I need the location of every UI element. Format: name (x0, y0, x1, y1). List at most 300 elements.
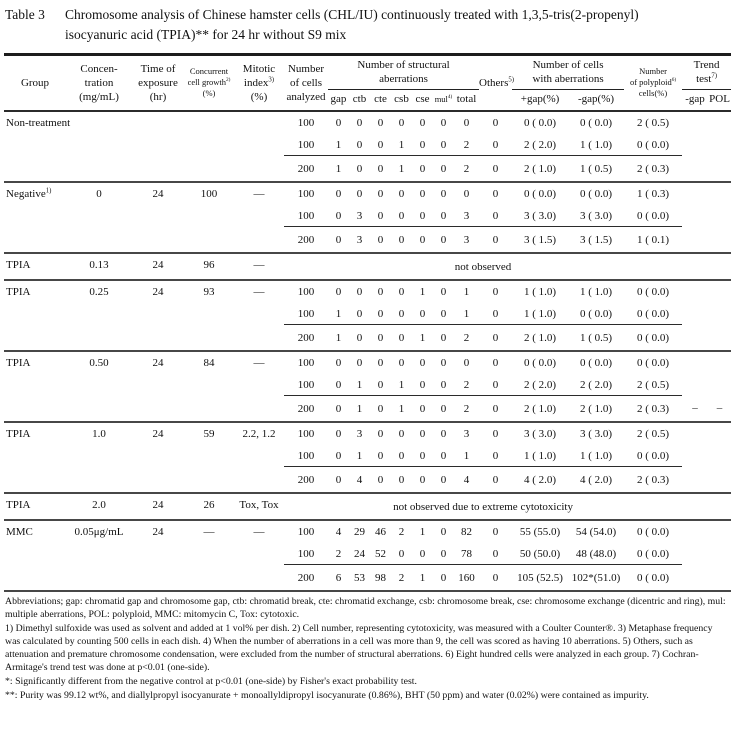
cell-trend-pol (708, 520, 731, 542)
cell-gap: 0 (335, 449, 342, 462)
cell-ctb: 24 (354, 547, 365, 560)
cell-group: Negative$^{1)}$ (6, 187, 52, 201)
cell-trend-pol: – (716, 402, 723, 415)
cell-cells-analyzed: 200 (284, 155, 328, 182)
cell-others: 0 (492, 378, 499, 391)
cell-cte: 0 (370, 226, 391, 253)
cell-minus-gap: 0 ( 0.0) (580, 117, 613, 130)
cell-cell-growth: 100 (200, 188, 218, 201)
cell-ctb: 1 (356, 378, 363, 391)
table-group (4, 182, 731, 253)
cell-cte: 0 (370, 325, 391, 352)
cell-others: 0 (479, 155, 512, 182)
cell-polyploid: 2 ( 0.3) (624, 155, 682, 182)
cell-csb: 0 (398, 547, 405, 560)
cell-mul: 0 (440, 378, 447, 391)
cell-mul: 0 (440, 449, 447, 462)
cell-ctb: 0 (356, 307, 363, 320)
table-row (4, 351, 731, 373)
cell-ctb: 0 (356, 138, 363, 151)
cell-csb: 0 (398, 117, 405, 130)
cell-plus-gap: 4 ( 2.0) (512, 466, 568, 493)
cell-gap: 1 (328, 325, 349, 352)
cell-concentration: 2.0 (92, 499, 106, 512)
cell-cell-growth: 84 (203, 357, 215, 370)
cell-mul: 0 (440, 188, 447, 201)
cell-concentration: 0 (96, 188, 102, 201)
cell-csb: 0 (398, 307, 405, 320)
cell-trend-pol (708, 253, 731, 280)
table-group (4, 351, 731, 422)
cell-minus-gap: 3 ( 1.5) (568, 226, 624, 253)
cell-group: TPIA (6, 357, 31, 370)
cell-cte: 0 (370, 395, 391, 422)
cell-trend-pol (708, 351, 731, 373)
cell-gap: 0 (335, 428, 342, 441)
cell-polyploid: 0 ( 0.0) (637, 138, 670, 151)
cell-total: 3 (463, 428, 470, 441)
table-row (4, 253, 731, 280)
cell-cse: 0 (419, 209, 426, 222)
header-concurrent-cell-growth: Concurrent cell growth$^{2)}$ (%) (187, 66, 231, 99)
cell-minus-gap: 1 ( 0.5) (568, 325, 624, 352)
cell-cte: 0 (377, 138, 384, 151)
cell-plus-gap: 2 ( 1.0) (512, 395, 568, 422)
cell-polyploid: 2 ( 0.3) (624, 466, 682, 493)
cell-trend-gap (682, 205, 708, 227)
cell-plus-gap: 1 ( 1.0) (524, 449, 557, 462)
table-group (4, 493, 731, 520)
cell-mitotic-index: — (253, 259, 265, 272)
cell-minus-gap: 2 ( 2.0) (580, 378, 613, 391)
header-group: Group (20, 76, 50, 89)
cell-others: 0 (492, 209, 499, 222)
cell-polyploid: 0 ( 0.0) (637, 449, 670, 462)
cell-trend-pol (708, 280, 731, 302)
table-group (4, 111, 731, 182)
cell-group: MMC (6, 526, 33, 539)
cell-trend-gap (682, 226, 708, 253)
cell-polyploid: 2 ( 0.5) (637, 428, 670, 441)
table-caption: Chromosome analysis of Chinese hamster cells (CHL/IU) continuously treated with 1,3,5-tris(2-propenyl) isocyanuric acid (TPIA)** for 24 hr without S9 mix (65, 7, 639, 43)
chromosome-analysis-table (4, 53, 731, 593)
cell-cse: 0 (412, 155, 433, 182)
cell-polyploid: 0 ( 0.0) (637, 357, 670, 370)
cell-others: 0 (492, 307, 499, 320)
cell-others: 0 (479, 466, 512, 493)
cell-cell-growth: 93 (203, 286, 215, 299)
cell-group: TPIA (6, 428, 31, 441)
cell-mitotic-index: — (253, 286, 265, 299)
cell-cse: 0 (419, 138, 426, 151)
cell-ctb: 29 (354, 526, 365, 539)
cell-gap: 1 (328, 155, 349, 182)
header-mitotic-index: Mitotic index$^{3)}$ (%) (242, 62, 276, 104)
cell-concentration: 0.50 (89, 357, 109, 370)
cell-cse: 0 (412, 395, 433, 422)
cell-concentration: 0.05μg/mL (74, 526, 124, 539)
cell-polyploid: 0 ( 0.0) (624, 325, 682, 352)
cell-cells-analyzed: 100 (297, 526, 315, 539)
cell-ctb: 0 (356, 286, 363, 299)
cell-mul: 0 (440, 526, 447, 539)
cell-cells-analyzed: 200 (284, 565, 328, 592)
cell-cte: 98 (370, 565, 391, 592)
cell-polyploid: 2 ( 0.3) (624, 395, 682, 422)
cell-mul: 0 (440, 138, 447, 151)
cell-trend-pol (708, 565, 731, 592)
cell-cse: 0 (419, 307, 426, 320)
cell-cell-growth: 96 (203, 259, 215, 272)
cell-total: 1 (463, 307, 470, 320)
table-row (4, 111, 731, 133)
cell-others: 0 (492, 138, 499, 151)
cell-trend-pol (708, 493, 731, 520)
cell-trend-gap (682, 280, 708, 302)
cell-others: 0 (492, 449, 499, 462)
cell-polyploid: 2 ( 0.5) (637, 378, 670, 391)
cell-plus-gap: 55 (55.0) (519, 526, 561, 539)
cell-plus-gap: 1 ( 1.0) (524, 286, 557, 299)
header-total: total (456, 93, 477, 106)
cell-others: 0 (492, 357, 499, 370)
header-minus-gap: -gap(%) (578, 93, 615, 106)
cell-time-of-exposure: 24 (152, 188, 164, 201)
cell-minus-gap: 3 ( 3.0) (580, 209, 613, 222)
cell-others: 0 (492, 286, 499, 299)
cell-csb: 1 (391, 395, 412, 422)
table-row (4, 280, 731, 302)
cell-total: 3 (463, 209, 470, 222)
cell-gap: 0 (335, 117, 342, 130)
cell-minus-gap: 4 ( 2.0) (568, 466, 624, 493)
cell-cse: 0 (419, 378, 426, 391)
cell-gap: 0 (335, 286, 342, 299)
cell-cse: 1 (412, 325, 433, 352)
cell-polyploid: 0 ( 0.0) (624, 565, 682, 592)
cell-gap: 1 (335, 138, 342, 151)
header-row-top (4, 54, 731, 90)
cell-plus-gap: 50 (50.0) (519, 547, 561, 560)
cell-minus-gap: 1 ( 1.0) (580, 286, 613, 299)
header-gap: gap (330, 93, 347, 106)
table-number-label: Table 3 (5, 7, 45, 22)
header-trend-gap: -gap (685, 93, 705, 106)
cell-gap: 6 (328, 565, 349, 592)
cell-cse: 0 (412, 466, 433, 493)
header-polyploid: Number of polyploid$^{6)}$ cells(%) (629, 66, 677, 99)
cell-gap: 0 (328, 226, 349, 253)
cell-cells-analyzed: 200 (284, 226, 328, 253)
cell-others: 0 (492, 428, 499, 441)
cell-gap: 0 (335, 209, 342, 222)
cell-trend-gap (682, 134, 708, 156)
cell-cse: 0 (412, 226, 433, 253)
cell-mitotic-index: — (253, 526, 265, 539)
cell-ctb: 3 (356, 428, 363, 441)
cell-cells-analyzed: 100 (297, 449, 315, 462)
cell-cte: 0 (377, 378, 384, 391)
cell-cells-analyzed: 200 (284, 395, 328, 422)
footnote: 1) Dimethyl sulfoxide was used as solvent and added at 1 vol% per dish. 2) Cell number, representing cytotoxicity, was measured with a Coulter Counter®. 3) Metaphase frequency was calculated by counting 500 cells in each dish. 4) When the number of aberrations in a cell was more than 9, the cell was scored as having 10 aberrations. 5) Others, such as attenuation and premature chromosome condensation, were excluded from the number of structural aberrations. 6) Eight hundred cells were analyzed in each group. 7) Cochran-Armitage's trend test was done at p<0.01 (one-side). (5, 623, 713, 673)
header-cse: cse (415, 93, 430, 106)
cell-ctb: 1 (356, 449, 363, 462)
cell-trend-gap (682, 422, 708, 444)
footnote: *: Significantly different from the negative control at p<0.01 (one-side) by Fisher's exact probability test. (5, 675, 417, 687)
cell-cell-growth: — (203, 526, 215, 539)
header-trend-test: Trend test$^{7)}$ (682, 54, 731, 90)
cell-cse: 0 (419, 357, 426, 370)
cell-mitotic-index (234, 111, 284, 182)
cell-total: 0 (463, 188, 470, 201)
table-title (4, 3, 730, 46)
cell-minus-gap: 0 ( 0.0) (580, 357, 613, 370)
cell-concentration: 1.0 (92, 428, 106, 441)
cell-cells-analyzed: 100 (297, 307, 315, 320)
cell-csb: 0 (398, 357, 405, 370)
cell-plus-gap: 0 ( 0.0) (524, 117, 557, 130)
cell-trend-pol (708, 155, 731, 182)
cell-trend-pol (708, 226, 731, 253)
cell-concentration (66, 111, 132, 182)
cell-polyploid: 0 ( 0.0) (637, 307, 670, 320)
cell-ctb: 3 (356, 209, 363, 222)
table-group (4, 422, 731, 493)
cell-plus-gap: 2 ( 2.0) (524, 378, 557, 391)
cell-trend-pol (708, 205, 731, 227)
cell-polyploid: 1 ( 0.3) (637, 188, 670, 201)
cell-cte: 0 (377, 209, 384, 222)
cell-gap: 4 (335, 526, 342, 539)
cell-mul: 0 (440, 286, 447, 299)
cell-gap: 0 (328, 395, 349, 422)
cell-trend-pol (708, 303, 731, 325)
cell-polyploid: 0 ( 0.0) (637, 286, 670, 299)
cell-cte: 0 (377, 449, 384, 462)
cell-total: 82 (461, 526, 473, 539)
cell-plus-gap: 3 ( 1.5) (512, 226, 568, 253)
cell-minus-gap: 102*(51.0) (568, 565, 624, 592)
cell-csb: 0 (398, 286, 405, 299)
cell-cse: 1 (412, 565, 433, 592)
cell-group: TPIA (6, 286, 31, 299)
cell-trend-gap (682, 543, 708, 565)
cell-cells-analyzed: 100 (297, 357, 315, 370)
header-cells-analyzed: Number of cells analyzed (286, 62, 326, 104)
cell-time-of-exposure: 24 (152, 357, 164, 370)
cell-others: 0 (479, 395, 512, 422)
cell-ctb: 1 (349, 395, 370, 422)
cell-cse: 0 (419, 547, 426, 560)
cell-mul: 0 (440, 547, 447, 560)
cell-cte: 0 (377, 357, 384, 370)
cell-cse: 0 (419, 117, 426, 130)
cell-trend-gap (682, 520, 708, 542)
cell-csb: 0 (398, 449, 405, 462)
header-trend-pol: POL (709, 93, 730, 106)
cell-trend-gap: – (692, 402, 698, 415)
cell-minus-gap: 54 (54.0) (575, 526, 617, 539)
cell-mul: 0 (440, 357, 447, 370)
cell-trend-gap (682, 445, 708, 467)
cell-trend-pol (708, 374, 731, 396)
footnotes (4, 596, 730, 702)
cell-ctb: 0 (356, 357, 363, 370)
cell-plus-gap: 0 ( 0.0) (524, 357, 557, 370)
cell-mitotic-index: — (253, 357, 265, 370)
cell-minus-gap: 1 ( 0.5) (568, 155, 624, 182)
cell-cte: 0 (377, 428, 384, 441)
cell-polyploid: 0 ( 0.0) (637, 547, 670, 560)
cell-csb: 0 (398, 188, 405, 201)
cell-mul: 0 (433, 565, 454, 592)
cell-minus-gap: 48 (48.0) (575, 547, 617, 560)
table-row (4, 493, 731, 520)
cell-mul: 0 (440, 307, 447, 320)
cell-cse: 1 (419, 286, 426, 299)
footnote: **: Purity was 99.12 wt%, and diallylpropyl isocyanurate + monoallyldipropyl isocyanurate (0.86%), BHT (50 ppm) and water (0.02%) were contained as impurity. (5, 689, 649, 701)
cell-ctb: 3 (349, 226, 370, 253)
cell-trend-gap (682, 182, 708, 204)
cell-others: 0 (492, 188, 499, 201)
cell-cell-growth: 59 (203, 428, 215, 441)
cell-cells-analyzed: 200 (284, 466, 328, 493)
header-others: Others$^{5)}$ (479, 76, 515, 89)
cell-time-of-exposure: 24 (152, 526, 164, 539)
cell-cte: 52 (375, 547, 386, 560)
cell-others: 0 (479, 226, 512, 253)
cell-time-of-exposure: 24 (152, 286, 164, 299)
cell-trend-pol (708, 182, 731, 204)
cell-mul: 0 (433, 395, 454, 422)
cell-csb: 0 (391, 466, 412, 493)
table-row (4, 182, 731, 204)
header-cte: cte (374, 93, 387, 106)
cell-trend-pol (708, 111, 731, 133)
cell-trend-pol (708, 543, 731, 565)
cell-ctb: 0 (356, 188, 363, 201)
cell-csb: 2 (391, 565, 412, 592)
cell-cte: 0 (377, 286, 384, 299)
table-header (4, 54, 731, 111)
cell-minus-gap: 2 ( 1.0) (568, 395, 624, 422)
cell-total: 3 (454, 226, 479, 253)
cell-time-of-exposure: 24 (152, 259, 164, 272)
cell-mul: 0 (433, 325, 454, 352)
cell-cells-analyzed: 100 (297, 117, 315, 130)
cell-plus-gap: 105 (52.5) (512, 565, 568, 592)
cell-cte: 0 (370, 466, 391, 493)
cell-ctb: 0 (349, 155, 370, 182)
cell-cells-analyzed: 100 (297, 286, 315, 299)
cell-mul: 0 (440, 209, 447, 222)
cell-total: 0 (463, 357, 470, 370)
cell-mitotic-index: 2.2, 1.2 (242, 428, 276, 441)
cell-cell-growth: 26 (203, 499, 215, 512)
cell-plus-gap: 3 ( 3.0) (524, 209, 557, 222)
cell-plus-gap: 3 ( 3.0) (524, 428, 557, 441)
cell-minus-gap: 0 ( 0.0) (580, 188, 613, 201)
cell-trend-gap (682, 155, 708, 182)
cell-concentration: 0.25 (89, 286, 109, 299)
cell-cte: 0 (370, 155, 391, 182)
cell-trend-pol (708, 325, 731, 352)
header-mul: mul$^{4)}$ (434, 93, 453, 104)
cell-cells-analyzed: 200 (284, 325, 328, 352)
cell-csb: 2 (398, 526, 405, 539)
note-cell: not observed due to extreme cytotoxicity (393, 501, 573, 514)
cell-trend-pol (708, 445, 731, 467)
cell-group: Non-treatment (6, 117, 71, 130)
table-group (4, 280, 731, 351)
cell-total: 2 (454, 155, 479, 182)
cell-cells-analyzed: 100 (297, 378, 315, 391)
cell-cte: 0 (377, 117, 384, 130)
cell-group: TPIA (6, 259, 31, 272)
cell-others: 0 (479, 325, 512, 352)
cell-trend-pol (708, 134, 731, 156)
cell-plus-gap: 0 ( 0.0) (524, 188, 557, 201)
cell-plus-gap: 2 ( 1.0) (512, 325, 568, 352)
cell-plus-gap: 1 ( 1.0) (524, 307, 557, 320)
cell-others: 0 (492, 547, 499, 560)
cell-cells-analyzed: 100 (297, 138, 315, 151)
cell-plus-gap: 2 ( 1.0) (512, 155, 568, 182)
cell-mitotic-index: — (253, 188, 265, 201)
cell-polyploid: 1 ( 0.1) (624, 226, 682, 253)
cell-group: TPIA (6, 499, 31, 512)
note-cell: not observed (454, 261, 512, 274)
cell-polyploid: 0 ( 0.0) (637, 209, 670, 222)
cell-cse: 0 (419, 428, 426, 441)
cell-gap: 1 (335, 307, 342, 320)
header-ctb: ctb (352, 93, 367, 106)
cell-mul: 0 (433, 155, 454, 182)
cell-concentration: 0.13 (89, 259, 109, 272)
cell-gap: 0 (335, 188, 342, 201)
cell-mul: 0 (440, 428, 447, 441)
cell-csb: 0 (398, 209, 405, 222)
cell-csb: 1 (398, 138, 405, 151)
cell-time-of-exposure (132, 111, 184, 182)
cell-cells-analyzed: 100 (297, 209, 315, 222)
cell-mul: 0 (433, 466, 454, 493)
cell-cells-analyzed: 100 (297, 547, 315, 560)
cell-polyploid: 2 ( 0.5) (637, 117, 670, 130)
cell-cse: 0 (419, 449, 426, 462)
cell-ctb: 4 (349, 466, 370, 493)
cell-minus-gap: 3 ( 3.0) (580, 428, 613, 441)
cell-others: 0 (492, 117, 499, 130)
cell-cte: 46 (375, 526, 386, 539)
header-concentration: Concen- tration (mg/mL) (79, 62, 119, 104)
table-row (4, 422, 731, 444)
cell-trend-gap (682, 253, 708, 280)
cell-mul: 0 (433, 226, 454, 253)
header-cells-with-aberrations: Number of cells with aberrations (512, 54, 624, 90)
cell-cells-analyzed: 100 (297, 428, 315, 441)
cell-total: 2 (454, 395, 479, 422)
table-row (4, 520, 731, 542)
cell-total: 2 (463, 138, 470, 151)
cell-gap: 2 (335, 547, 342, 560)
cell-trend-gap (682, 565, 708, 592)
cell-cte: 0 (377, 307, 384, 320)
cell-cse: 1 (419, 526, 426, 539)
cell-gap: 0 (328, 466, 349, 493)
header-plus-gap: +gap(%) (520, 93, 560, 106)
cell-others: 0 (479, 565, 512, 592)
